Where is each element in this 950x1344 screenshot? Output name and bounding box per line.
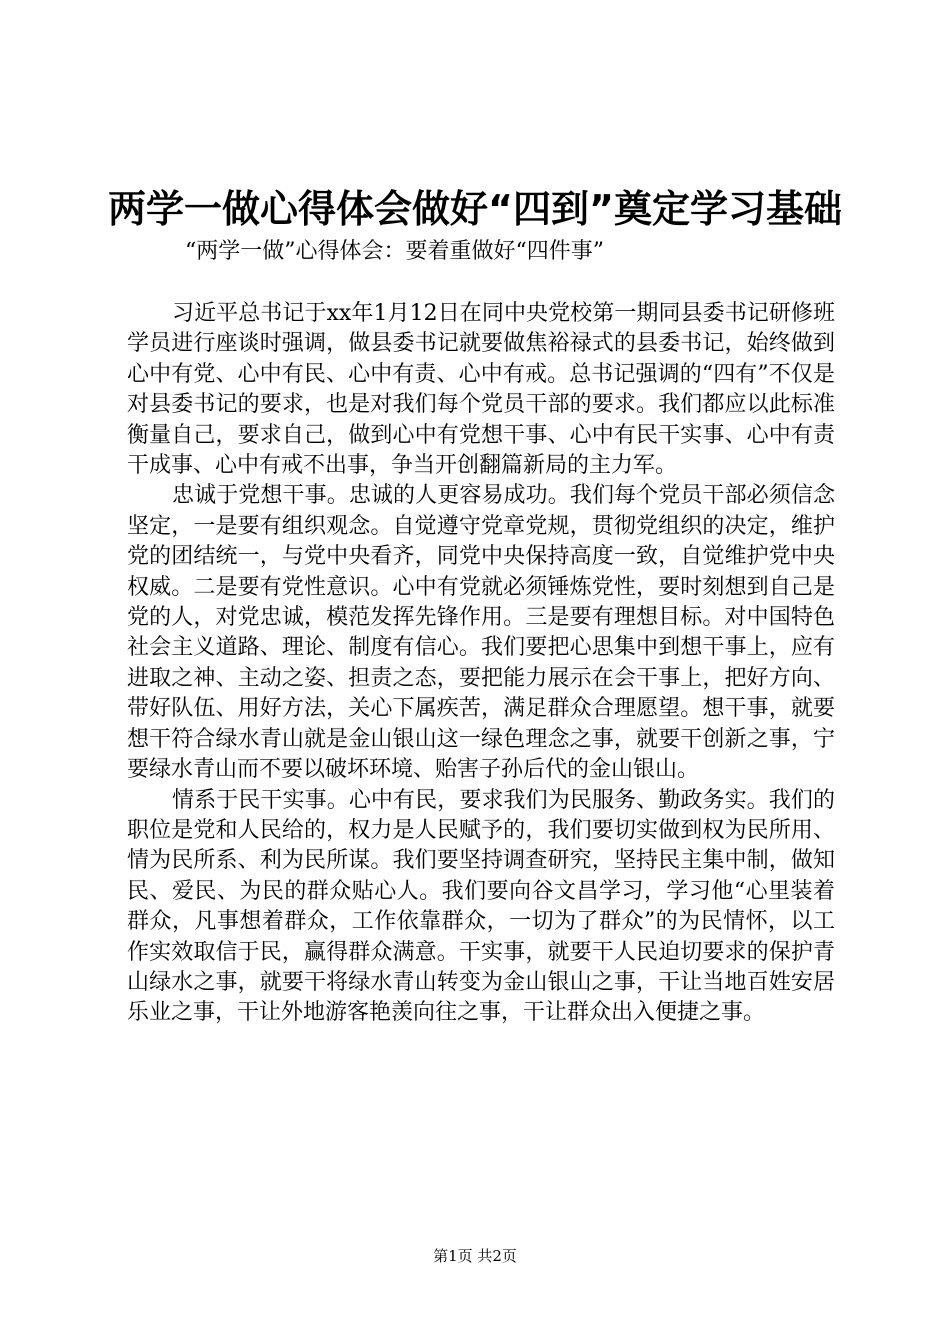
body-paragraph: 习近平总书记于xx年1月12日在同中央党校第一期同县委书记研修班学员进行座谈时强调，做县委书记就要做焦裕禄式的县委书记，始终做到心中有党、心中有民、心中有责、心中有戒。总书记强调的“四有”不仅是对县委书记的要求，也是对我们每个党员干部的要求。我们都应以此标准衡量自己，要求自己，做到心中有党想干事、心中有民干实事、心中有责干成事、心中有戒不出事，争当开创翻篇新局的主力军。 <box>127 301 835 479</box>
page-footer: 第1页 共2页 <box>433 1247 517 1265</box>
document-subtitle: “两学一做”心得体会：要着重做好“四件事” <box>185 239 604 264</box>
body-paragraph: 忠诚于党想干事。忠诚的人更容易成功。我们每个党员干部必须信念坚定，一是要有组织观念。自觉遵守党章党规，贯彻党组织的决定，维护党的团结统一，与党中央看齐，同党中央保持高度一致，自觉维护党中央权威。二是要有党性意识。心中有党就必须锤炼党性，要时刻想到自己是党的人，对党忠诚，模范发挥先锋作用。三是要有理想目标。对中国特色社会主义道路、理论、制度有信心。我们要把心思集中到想干事上，应有进取之神、主动之姿、担责之态，要把能力展示在会干事上，把好方向、带好队伍、用好方法，关心下属疾苦，满足群众合理愿望。想干事，就要想干符合绿水青山就是金山银山这一绿色理念之事，就要干创新之事，宁要绿水青山而不要以破坏环境、贻害子孙后代的金山银山。 <box>127 483 835 783</box>
document-body <box>127 299 835 1029</box>
document-title: 两学一做心得体会做好“四到”奠定学习基础 <box>108 187 842 231</box>
body-paragraph: 情系于民干实事。心中有民，要求我们为民服务、勤政务实。我们的职位是党和人民给的，权力是人民赋予的，我们要切实做到权为民所用、情为民所系、利为民所谋。我们要坚持调查研究，坚持民主集中制，做知民、爱民、为民的群众贴心人。我们要向谷文昌学习，学习他“心里装着群众，凡事想着群众，工作依靠群众，一切为了群众”的为民情怀，以工作实效取信于民，赢得群众满意。干实事，就要干人民迫切要求的保护青山绿水之事，就要干将绿水青山转变为金山银山之事，干让当地百姓安居乐业之事，干让外地游客艳羡向往之事，干让群众出入便捷之事。 <box>127 787 835 1026</box>
